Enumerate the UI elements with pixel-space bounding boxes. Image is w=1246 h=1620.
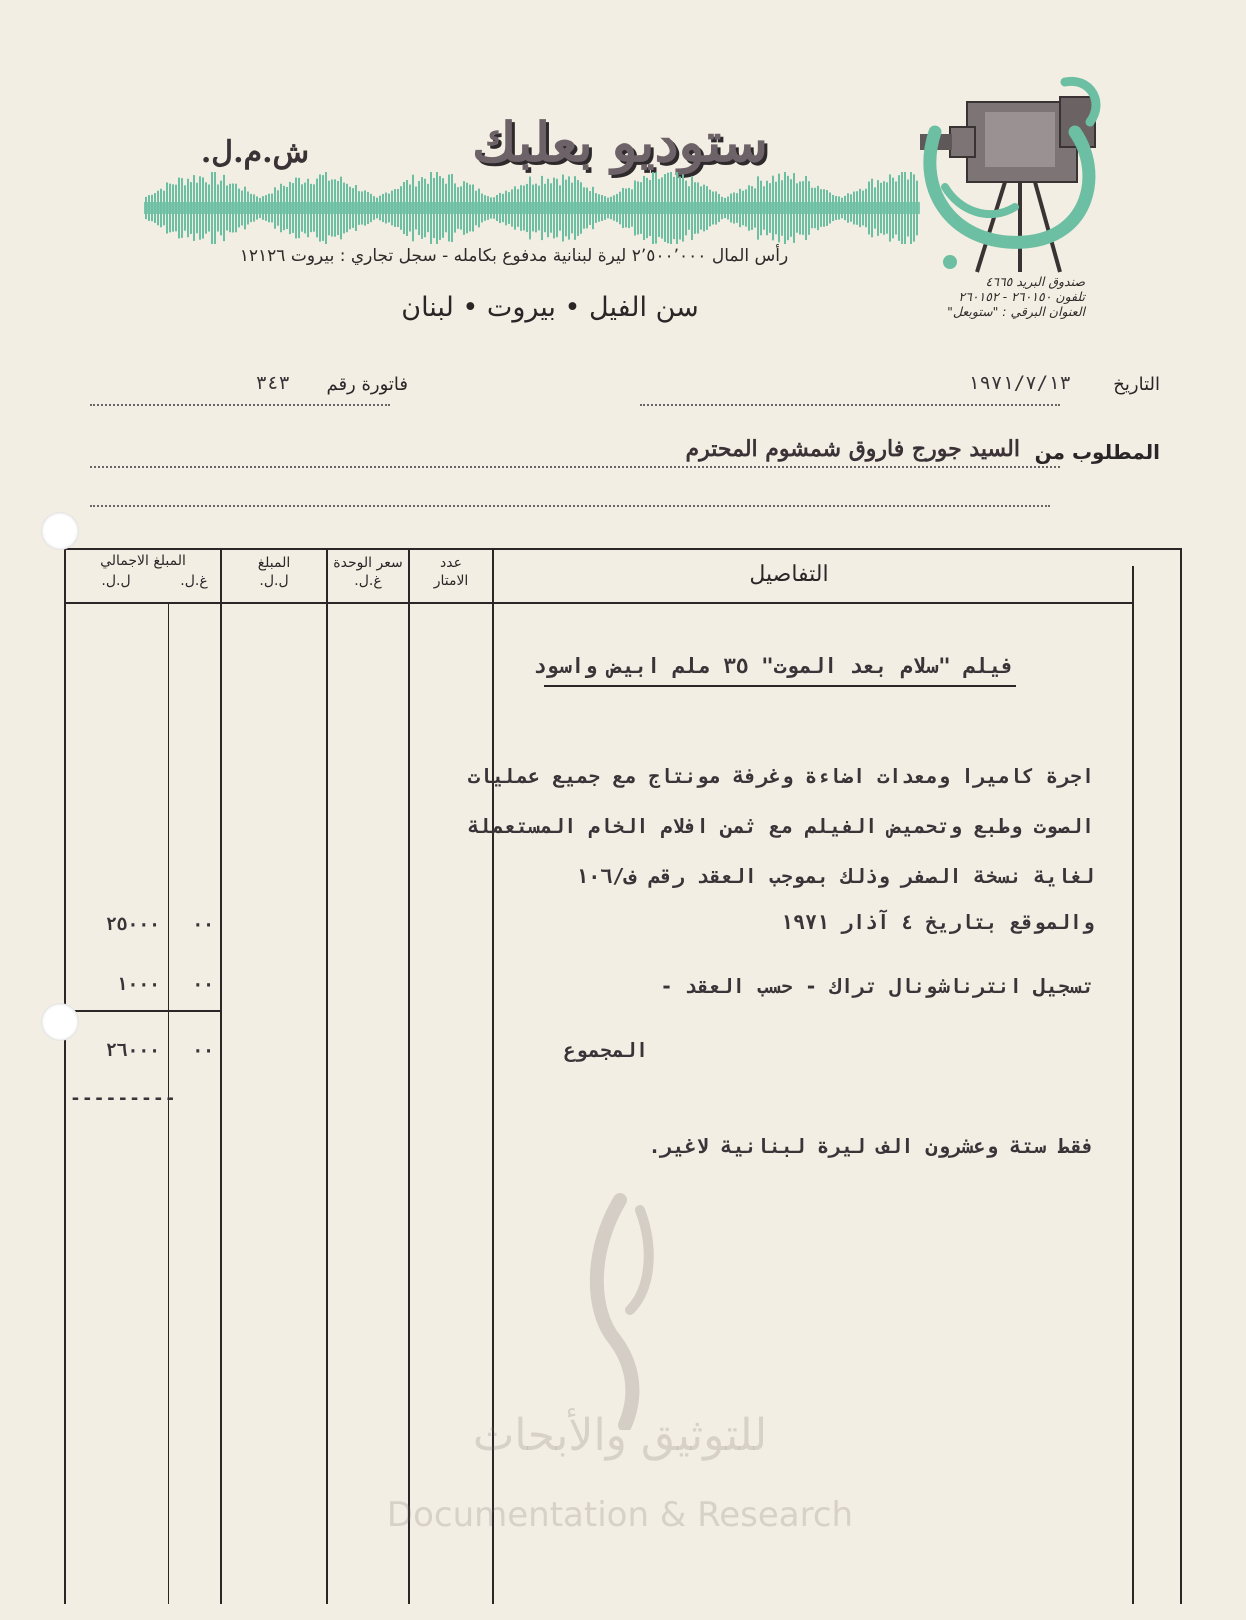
- table-left-border: [64, 548, 66, 1604]
- table-top-border: [64, 548, 1182, 550]
- billed-to-label: المطلوب من: [1034, 440, 1160, 464]
- punch-hole-top: [41, 512, 79, 550]
- total-pounds: ٢٦٠٠٠: [105, 1040, 160, 1061]
- studio-name: ستوديو بعلبك: [472, 110, 768, 174]
- invoice-number-label: فاتورة رقم: [326, 374, 408, 395]
- film-title-underline: [544, 685, 1016, 687]
- row1-pounds: ٢٥٠٠٠: [105, 914, 160, 935]
- row2-pounds: ١٠٠٠: [116, 974, 160, 995]
- address-line: سن الفيل • بيروت • لبنان: [401, 292, 699, 323]
- date-dotted-line: [640, 404, 1060, 406]
- archive-watermark: [340, 1190, 900, 1570]
- total-piastres-header: غ.ل.: [180, 573, 208, 589]
- punch-hole-bottom: [41, 1003, 79, 1041]
- total-label: المجموع: [563, 1038, 648, 1062]
- total-amount-column-line: [220, 548, 222, 1604]
- date-value: ١٩٧١/٧/١٣: [968, 372, 1071, 394]
- capital-registration-line: رأس المال ٢٬٥٠٠٬٠٠٠ ليرة لبنانية مدفوع بكامله - سجل تجاري : بيروت ١٢١٢٦: [239, 246, 789, 266]
- table-right-inner-border: [1132, 566, 1134, 1604]
- amount-in-words: فقط ستة وعشرون الف ليرة لبنانية لاغير.: [648, 1134, 1094, 1158]
- watermark-english-text: Documentation & Research: [386, 1495, 854, 1535]
- total-piastres: ٠٠: [192, 1040, 214, 1061]
- billed-to-value: السيد جورج فاروق شمشوم المحترم: [685, 436, 1020, 462]
- description-line-2: الصوت وطبع وتحميض الفيلم مع ثمن افلام الخام المستعملة: [467, 814, 1094, 838]
- watermark-arabic-text: للتوثيق والأبحاث: [472, 1410, 768, 1461]
- company-abbreviation: ش.م.ل.: [200, 135, 310, 170]
- subtotal-rule: [64, 1010, 222, 1012]
- details-column-header: التفاصيل: [749, 562, 829, 587]
- recording-line: تسجيل انترناشونال تراك - حسب العقد -: [660, 974, 1094, 998]
- contact-block: [915, 274, 1085, 319]
- date-label: التاريخ: [1113, 374, 1160, 395]
- film-title: فيلم "سلام بعد الموت" ٣٥ ملم ابيض واسود: [533, 654, 1014, 678]
- extra-dotted-line: [90, 505, 1050, 507]
- amount-column-line: [326, 548, 328, 1604]
- watermark-emblem-icon: [570, 1190, 670, 1430]
- description-line-3: لغاية نسخة الصفر وذلك بموجب العقد رقم ف/١٠٦: [576, 864, 1094, 888]
- unit-price-column-header: سعر الوحدة غ.ل.: [333, 555, 403, 589]
- description-line-4: والموقع بتاريخ ٤ آذار ١٩٧١: [780, 910, 1094, 934]
- header-divider: [64, 602, 1134, 604]
- phone-numbers: تلفون ٢٦٠١٥٠ - ٢٦٠١٥٢: [958, 289, 1085, 304]
- invoice-number-value: ٣٤٣: [255, 372, 290, 394]
- table-right-border: [1180, 548, 1182, 1604]
- telegraph-address: العنوان البرقي : "ستوبعل": [947, 304, 1085, 319]
- po-box: صندوق البريد ٤٦٦٥: [985, 274, 1085, 289]
- camera-logo-icon: [915, 72, 1105, 277]
- total-pounds-header: ل.ل.: [101, 573, 131, 589]
- row1-piastres: ٠٠: [192, 914, 214, 935]
- double-dash-line: ---------: [70, 1088, 177, 1109]
- soundwave-band: [144, 202, 920, 214]
- invoice-number-dotted-line: [90, 404, 390, 406]
- amount-column-header: المبلغ ل.ل.: [257, 555, 291, 589]
- soundwave-graphic: [144, 170, 920, 246]
- billed-to-dotted-line: [90, 466, 1060, 468]
- meters-column-header: عدد الامتار: [433, 555, 469, 589]
- row2-piastres: ٠٠: [192, 974, 214, 995]
- description-line-1: اجرة كاميرا ومعدات اضاءة وغرفة مونتاج مع جميع عمليات: [467, 764, 1094, 788]
- total-amount-column-header: المبلغ الاجمالي: [100, 553, 186, 569]
